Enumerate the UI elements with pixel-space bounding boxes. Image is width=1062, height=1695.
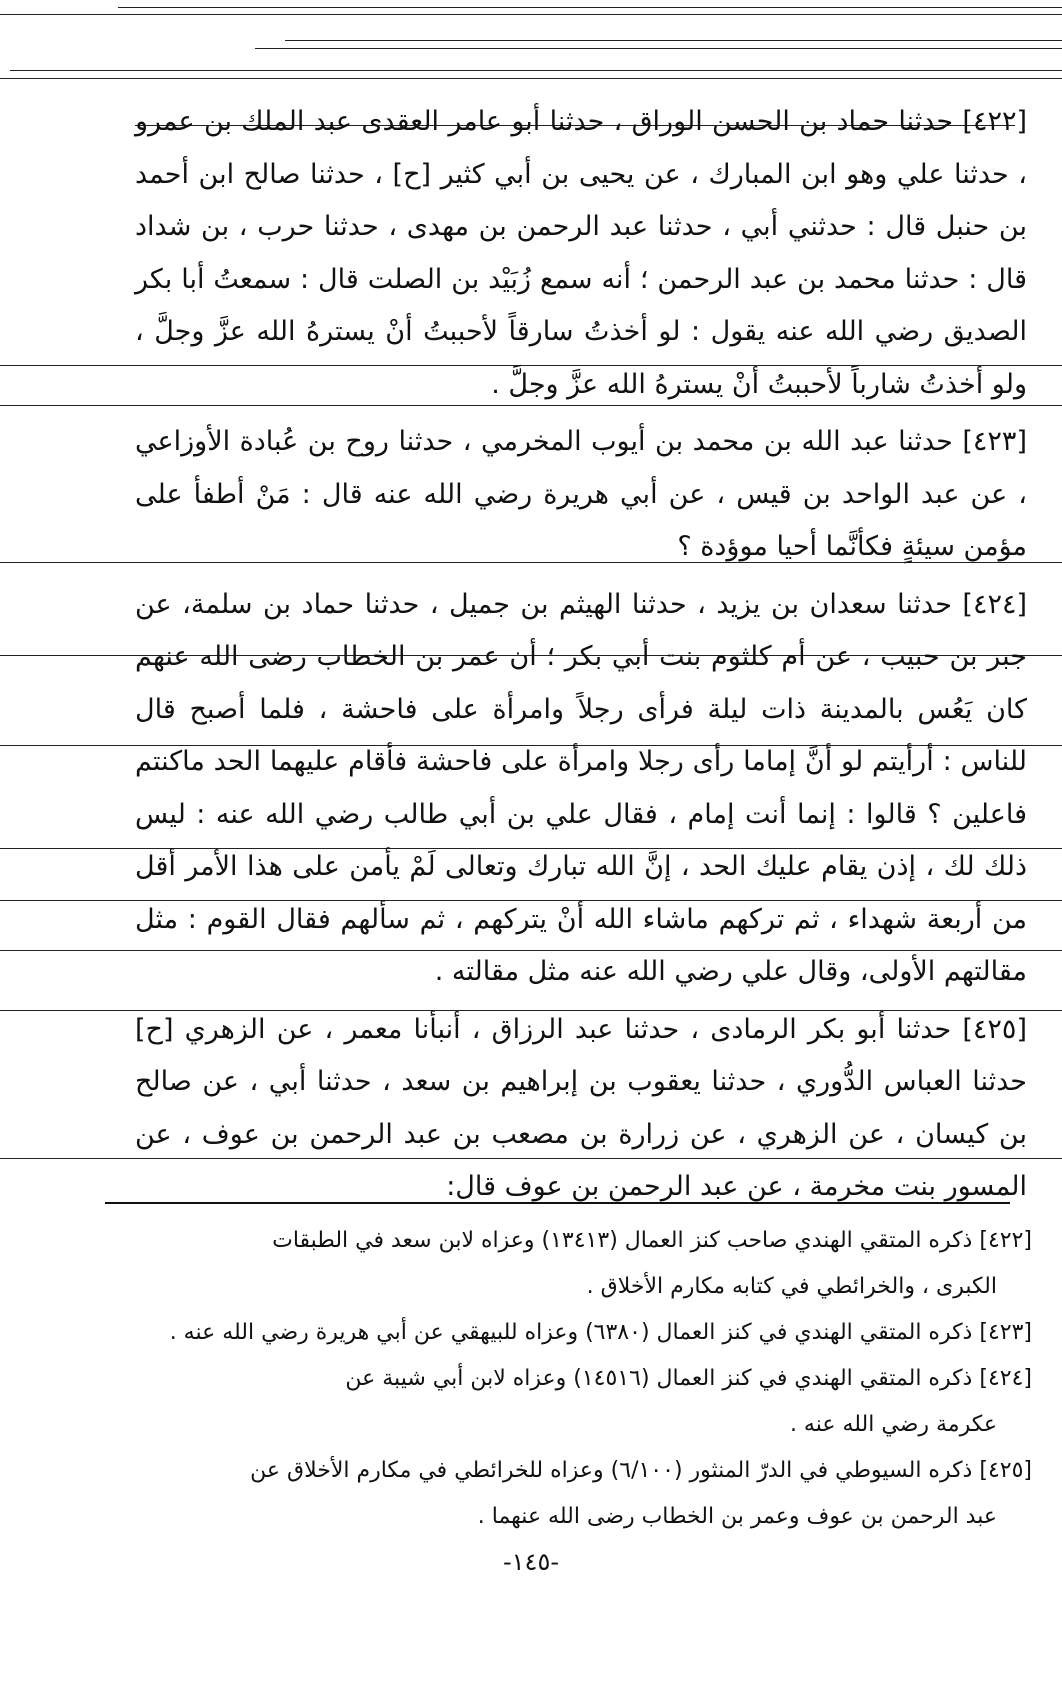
hadith-text: حدثنا حماد بن الحسن الوراق ، حدثنا أبو عامر العقدى عبد الملك بن عمرو ، حدثنا علي وهو ابن المبارك ، عن يحيى بن أبي كثير [ح] ، حدثنا صالح ابن أحمد بن حنبل قال : حدثني أبي ، حدثنا عبد الرحمن بن مهدى ، حدثنا حرب ، بن شداد قال : حدثنا محمد بن عبد الرحمن ؛ أنه سمع زُبَيْد بن الصلت قال : سمعتُ أبا بكر الصديق رضي الله عنه يقول : لو أخذتُ سارقاً لأحببتُ أنْ يسترهُ الله عزَّ وجلَّ ، ولو أخذتُ شارباً لأحببتُ أنْ يسترهُ الله عزَّ وجلَّ . [135, 106, 1027, 400]
scan-line [285, 40, 1062, 41]
footnote-continuation: عبد الرحمن بن عوف وعمر بن الخطاب رضى الله عنهما . [477, 1504, 997, 1529]
footnote-424 [130, 1356, 1032, 1448]
footnote-423 [130, 1310, 1032, 1356]
footnote-separator [105, 1202, 1010, 1204]
main-text [135, 96, 1027, 1219]
footnote-text: ذكره المتقي الهندي في كنز العمال (١٤٥١٦) وعزاه لابن أبي شيبة عن [345, 1366, 973, 1391]
hadith-number: [٤٢٤] [962, 588, 1027, 620]
footnote-number: [٤٢٤] [979, 1366, 1032, 1391]
scan-line [118, 7, 1062, 8]
page-number: -١٤٥- [502, 1548, 559, 1576]
footnote-number: [٤٢٣] [979, 1320, 1032, 1345]
hadith-424 [135, 579, 1027, 999]
hadith-number: [٤٢٣] [962, 426, 1027, 457]
hadith-text: حدثنا عبد الله بن محمد بن أيوب المخرمي ، حدثنا روح بن عُبادة الأوزاعي ، عن عبد الواحد بن قيس ، عن أبي هريرة رضي الله عنه قال : مَنْ أطفأ على مؤمن سيئةٍ فكأنَّما أحيا موؤدة ؟ [135, 426, 1027, 562]
scan-line [10, 70, 1062, 71]
footnote-text: ذكره المتقي الهندي في كنز العمال (٦٣٨٠) وعزاه للبيهقي عن أبي هريرة رضي الله عنه . [169, 1320, 973, 1345]
scan-line [255, 48, 1062, 49]
hadith-422 [135, 96, 1027, 411]
hadith-423 [135, 416, 1027, 574]
scan-line [0, 78, 1062, 79]
footnote-text: ذكره السيوطي في الدرّ المنثور (٦/١٠٠) وعزاه للخرائطي في مكارم الأخلاق عن [250, 1458, 973, 1483]
scan-line [0, 14, 1062, 15]
footnote-continuation: عكرمة رضي الله عنه . [789, 1412, 997, 1437]
footnote-text: ذكره المتقي الهندي صاحب كنز العمال (١٣٤١٣) وعزاه لابن سعد في الطبقات [272, 1228, 973, 1253]
footnotes [130, 1218, 1032, 1540]
hadith-number: [٤٢٥] [962, 1013, 1027, 1045]
footnote-422 [130, 1218, 1032, 1310]
footnote-continuation: الكبرى ، والخرائطي في كتابه مكارم الأخلاق . [586, 1274, 997, 1299]
hadith-425 [135, 1004, 1027, 1214]
hadith-number: [٤٢٢] [962, 106, 1027, 137]
footnote-number: [٤٢٢] [979, 1228, 1032, 1253]
footnote-number: [٤٢٥] [979, 1458, 1032, 1483]
hadith-text: حدثنا سعدان بن يزيد ، حدثنا الهيثم بن جميل ، حدثنا حماد بن سلمة، عن جبر بن حبيب ، عن أم كلثوم بنت أبي بكر ؛ أن عمر بن الخطاب رضى الله عنهم كان يَعُس بالمدينة ذات ليلة فرأى رجلاً وامرأة على فاحشة ، فلما أصبح قال للناس : أرأيتم لو أنَّ إماما رأى رجلا وامرأة على فاحشة فأقام عليهما الحد ماكنتم فاعلين ؟ قالوا : إنما أنت إمام ، فقال علي بن أبي طالب رضي الله عنه : ليس ذلك لك ، إذن يقام عليك الحد ، إنَّ الله تبارك وتعالى لَمْ يأمن على هذا الأمر أقل من أربعة شهداء ، ثم تركهم ماشاء الله أنْ يتركهم ، ثم سألهم فقال القوم : مثل مقالتهم الأولى، وقال علي رضي الله عنه مثل مقالته . [135, 588, 1027, 987]
footnote-425 [130, 1448, 1032, 1540]
hadith-text: حدثنا أبو بكر الرمادى ، حدثنا عبد الرزاق ، أنبأنا معمر ، عن الزهري [ح] حدثنا العباس الدُّوري ، حدثنا يعقوب بن إبراهيم بن سعد ، حدثنا أبي ، عن صالح بن كيسان ، عن الزهري ، عن زرارة بن مصعب بن عبد الرحمن بن عوف ، عن المسور بنت مخرمة ، عن عبد الرحمن بن عوف قال: [135, 1013, 1027, 1202]
